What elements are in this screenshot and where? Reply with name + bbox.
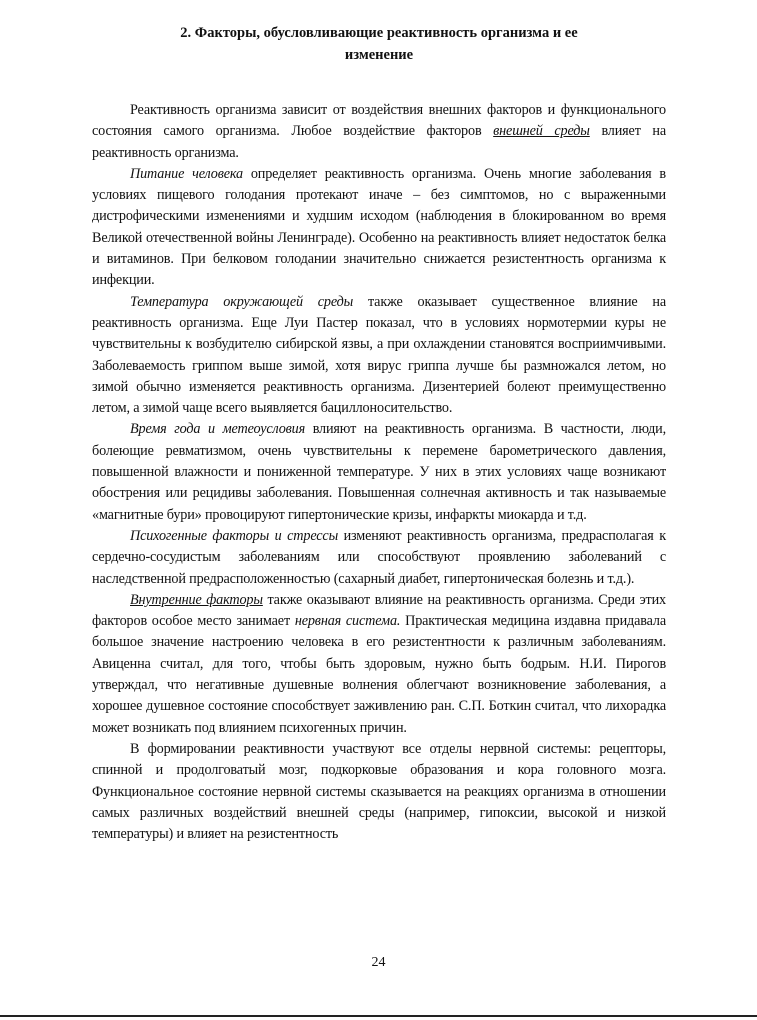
emphasis-nutrition: Питание человека <box>130 165 243 182</box>
paragraph-7 <box>92 739 666 845</box>
page-number: 24 <box>371 955 386 970</box>
paragraph-text: также оказывают влияние на реактивность организма. Среди этих факторов особое место занимает <box>92 591 666 630</box>
paragraph-text: влияет на реактивность организма. <box>92 123 666 161</box>
paragraph-text: В формировании реактивности участвуют все отделы нервной системы: рецепторы, спинной и продолговатый мозг, подкорковые образования и кора головного мозга. Функциональное состояние нервной системы сказывается на реакциях организма в отношении самых различных воздействий внешней среды (например, гипоксии, высокой и низкой температуры) и влияет на резистентность <box>92 740 666 843</box>
emphasis-internal-factors: Внутренние факторы <box>130 591 263 608</box>
section-heading-line-2: изменение <box>344 47 414 63</box>
paragraph-text: изменяют реактивность организма, предрасполагая к сердечно-сосудистым заболеваниям или способствуют проявлению заболеваний с наследственной предрасположенностью (сахарный диабет, гипертоническая болезнь и т.д.). <box>92 527 666 587</box>
emphasis-psychogenic: Психогенные факторы и стрессы <box>130 527 339 544</box>
emphasis-temperature: Температура окружающей среды <box>130 293 354 310</box>
paragraph-text: также оказывает существенное влияние на реактивность организма. Еще Луи Пастер показал, что в условиях нормотермии куры не чувствительны к возбудителю сибирской язвы, а при охлаждении становятся восприимчивыми. Заболеваемость гриппом выше зимой, хотя вирус гриппа лучше бы размножался летом, но зимой обычно изменяется реактивность организма. Дизентерией болеют преимущественно летом, а зимой чаще всего выявляется бациллоносительство. <box>92 293 666 417</box>
paragraph-text: влияют на реактивность организма. В частности, люди, болеющие ревматизмом, очень чувствительны к перемене барометрического давления, повышенной влажности и пониженной температуре. У них в этих условиях чаще возникают обострения или рецидивы заболевания. Повышенная солнечная активность и так называемые «магнитные бури» провоцируют гипертонические кризы, инфаркты миокарда и т.д. <box>92 421 666 523</box>
document-page <box>92 22 666 845</box>
paragraph-text: Практическая медицина издавна придавала большое значение настроению человека в его резистентности к различным заболеваниям. Авиценна считал, для того, чтобы быть здоровым, нужно быть бодрым. Н.И. Пирогов утверждал, что негативные душевные волнения облегчают возникновение заболевания, а хорошее душевное состояние способствует заживлению ран. С.П. Боткин считал, что лихорадка может возникать под влиянием психогенных причин. <box>92 613 666 736</box>
paragraph-3 <box>92 292 666 420</box>
paragraph-1 <box>92 100 666 164</box>
paragraph-6 <box>92 590 666 739</box>
emphasis-nervous-system: нервная система. <box>294 613 401 630</box>
bottom-edge-line <box>0 1015 757 1017</box>
body-text <box>92 100 666 845</box>
section-heading <box>92 22 666 66</box>
paragraph-text: Реактивность организма зависит от воздействия внешних факторов и функционального состояния самого организма. Любое воздействие факторов <box>92 102 666 140</box>
section-heading-line-1: 2. Факторы, обусловливающие реактивность организма и ее <box>180 25 578 41</box>
paragraph-2 <box>92 164 666 292</box>
paragraph-text: определяет реактивность организма. Очень многие заболевания в условиях пищевого голодания протекают иначе – без симптомов, но с выраженными дистрофическими изменениями и худшим исходом (наблюдения в блокированном во время Великой отечественной войны Ленинграде). Особенно на реактивность влияет недостаток белка и витаминов. При белковом голодании значительно снижается резистентность организма к инфекции. <box>92 165 666 289</box>
emphasis-season-weather: Время года и метеоусловия <box>130 421 306 438</box>
paragraph-4 <box>92 419 666 525</box>
emphasis-external-environment: внешней среды <box>493 123 590 140</box>
paragraph-5 <box>92 526 666 590</box>
